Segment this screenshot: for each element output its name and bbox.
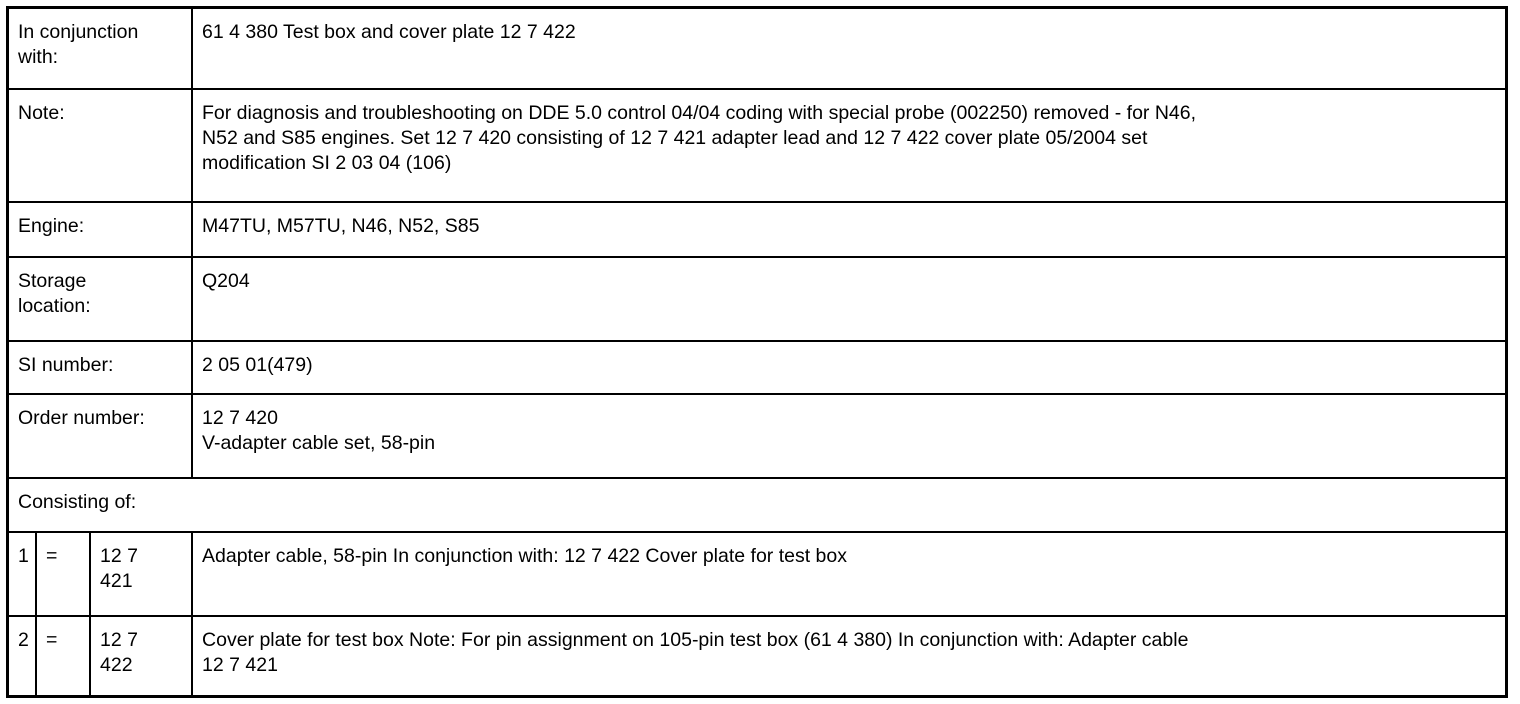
- row-consisting-of: [9, 478, 1505, 532]
- row-si-number: [9, 341, 1505, 394]
- part-description: Adapter cable, 58-pin In conjunction with: 12 7 422 Cover plate for test box: [192, 532, 1505, 616]
- part-row: [9, 532, 1505, 616]
- row-in-conjunction-with: [9, 9, 1505, 89]
- label-si-number: SI number:: [9, 341, 192, 394]
- part-description: Cover plate for test box Note: For pin assignment on 105-pin test box (61 4 380) In conjunction with: Adapter cable 12 7 421: [192, 616, 1505, 695]
- label-in-conjunction-with: In conjunction with:: [9, 9, 192, 89]
- value-order-number: 12 7 420 V-adapter cable set, 58-pin: [192, 394, 1505, 478]
- special-tool-spec-table: [9, 9, 1505, 695]
- value-in-conjunction-with: 61 4 380 Test box and cover plate 12 7 422: [192, 9, 1505, 89]
- label-note: Note:: [9, 89, 192, 202]
- row-storage-location: [9, 257, 1505, 341]
- row-order-number: [9, 394, 1505, 478]
- value-engine: M47TU, M57TU, N46, N52, S85: [192, 202, 1505, 257]
- row-engine: [9, 202, 1505, 257]
- part-number: 12 7 422: [90, 616, 192, 695]
- label-consisting-of: Consisting of:: [9, 478, 1505, 532]
- part-number: 12 7 421: [90, 532, 192, 616]
- value-storage-location: Q204: [192, 257, 1505, 341]
- value-note: For diagnosis and troubleshooting on DDE 5.0 control 04/04 coding with special probe (002250) removed - for N46, N52 and S85 engines. Set 12 7 420 consisting of 12 7 421 adapter lead and 12 7 422 cover plate 05/2004 set modification SI 2 03 04 (106): [192, 89, 1505, 202]
- value-si-number: 2 05 01(479): [192, 341, 1505, 394]
- part-row: [9, 616, 1505, 695]
- part-index: 1: [9, 532, 36, 616]
- label-order-number: Order number:: [9, 394, 192, 478]
- part-equals: =: [36, 532, 90, 616]
- part-index: 2: [9, 616, 36, 695]
- label-engine: Engine:: [9, 202, 192, 257]
- label-storage-location: Storage location:: [9, 257, 192, 341]
- row-note: [9, 89, 1505, 202]
- part-equals: =: [36, 616, 90, 695]
